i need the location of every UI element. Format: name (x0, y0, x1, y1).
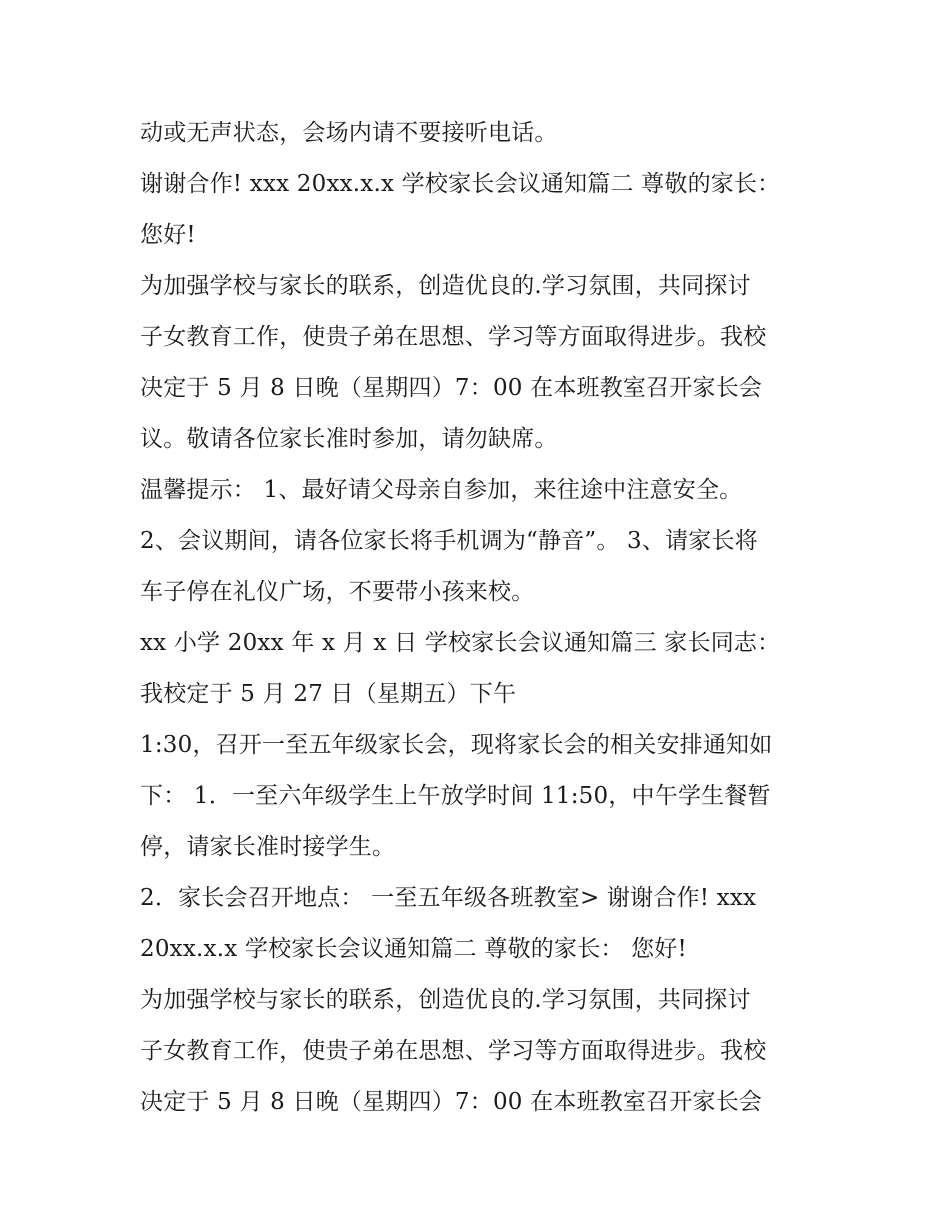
text-line: 为加强学校与家长的联系，创造优良的.学习氛围，共同探讨 (140, 273, 751, 299)
text-line: 子女教育工作，使贵子弟在思想、学习等方面取得进步。我校 (140, 1038, 767, 1064)
text-line: 为加强学校与家长的联系，创造优良的.学习氛围，共同探讨 (140, 987, 751, 1013)
text-line: 温馨提示： 1、最好请父母亲自参加，来往途中注意安全。 (140, 477, 743, 503)
text-line: 子女教育工作，使贵子弟在思想、学习等方面取得进步。我校 (140, 324, 767, 350)
text-line: 动或无声状态，会场内请不要接听电话。 (140, 120, 558, 146)
text-line: 决定于 5 月 8 日晚（星期四）7：00 在本班教室召开家长会 (140, 1089, 763, 1115)
text-line: 我校定于 5 月 27 日（星期五）下午 (140, 681, 517, 707)
text-line: 2、会议期间，请各位家长将手机调为“静音”。 3、请家长将 (140, 528, 758, 554)
text-line: 车子停在礼仪广场，不要带小孩来校。 (140, 579, 535, 605)
text-line: 20xx.x.x 学校家长会议通知篇二 尊敬的家长： 您好! (140, 936, 687, 962)
text-line: 停，请家长准时接学生。 (140, 834, 396, 860)
document-body (140, 108, 840, 1128)
text-line: 谢谢合作! xxx 20xx.x.x 学校家长会议通知篇二 尊敬的家长： (140, 171, 781, 197)
text-line: 1:30，召开一至五年级家长会，现将家长会的相关安排通知如 (140, 732, 773, 758)
text-line: 议。敬请各位家长准时参加，请勿缺席。 (140, 426, 558, 452)
text-line: xx 小学 20xx 年 x 月 x 日 学校家长会议通知篇三 家长同志： (140, 630, 781, 656)
text-line: 下： 1．一至六年级学生上午放学时间 11:50，中午学生餐暂 (140, 783, 771, 809)
text-line: 2．家长会召开地点： 一至五年级各班教室> 谢谢合作! xxx (140, 885, 757, 911)
text-line: 决定于 5 月 8 日晚（星期四）7：00 在本班教室召开家长会 (140, 375, 763, 401)
text-line: 您好! (140, 222, 196, 248)
